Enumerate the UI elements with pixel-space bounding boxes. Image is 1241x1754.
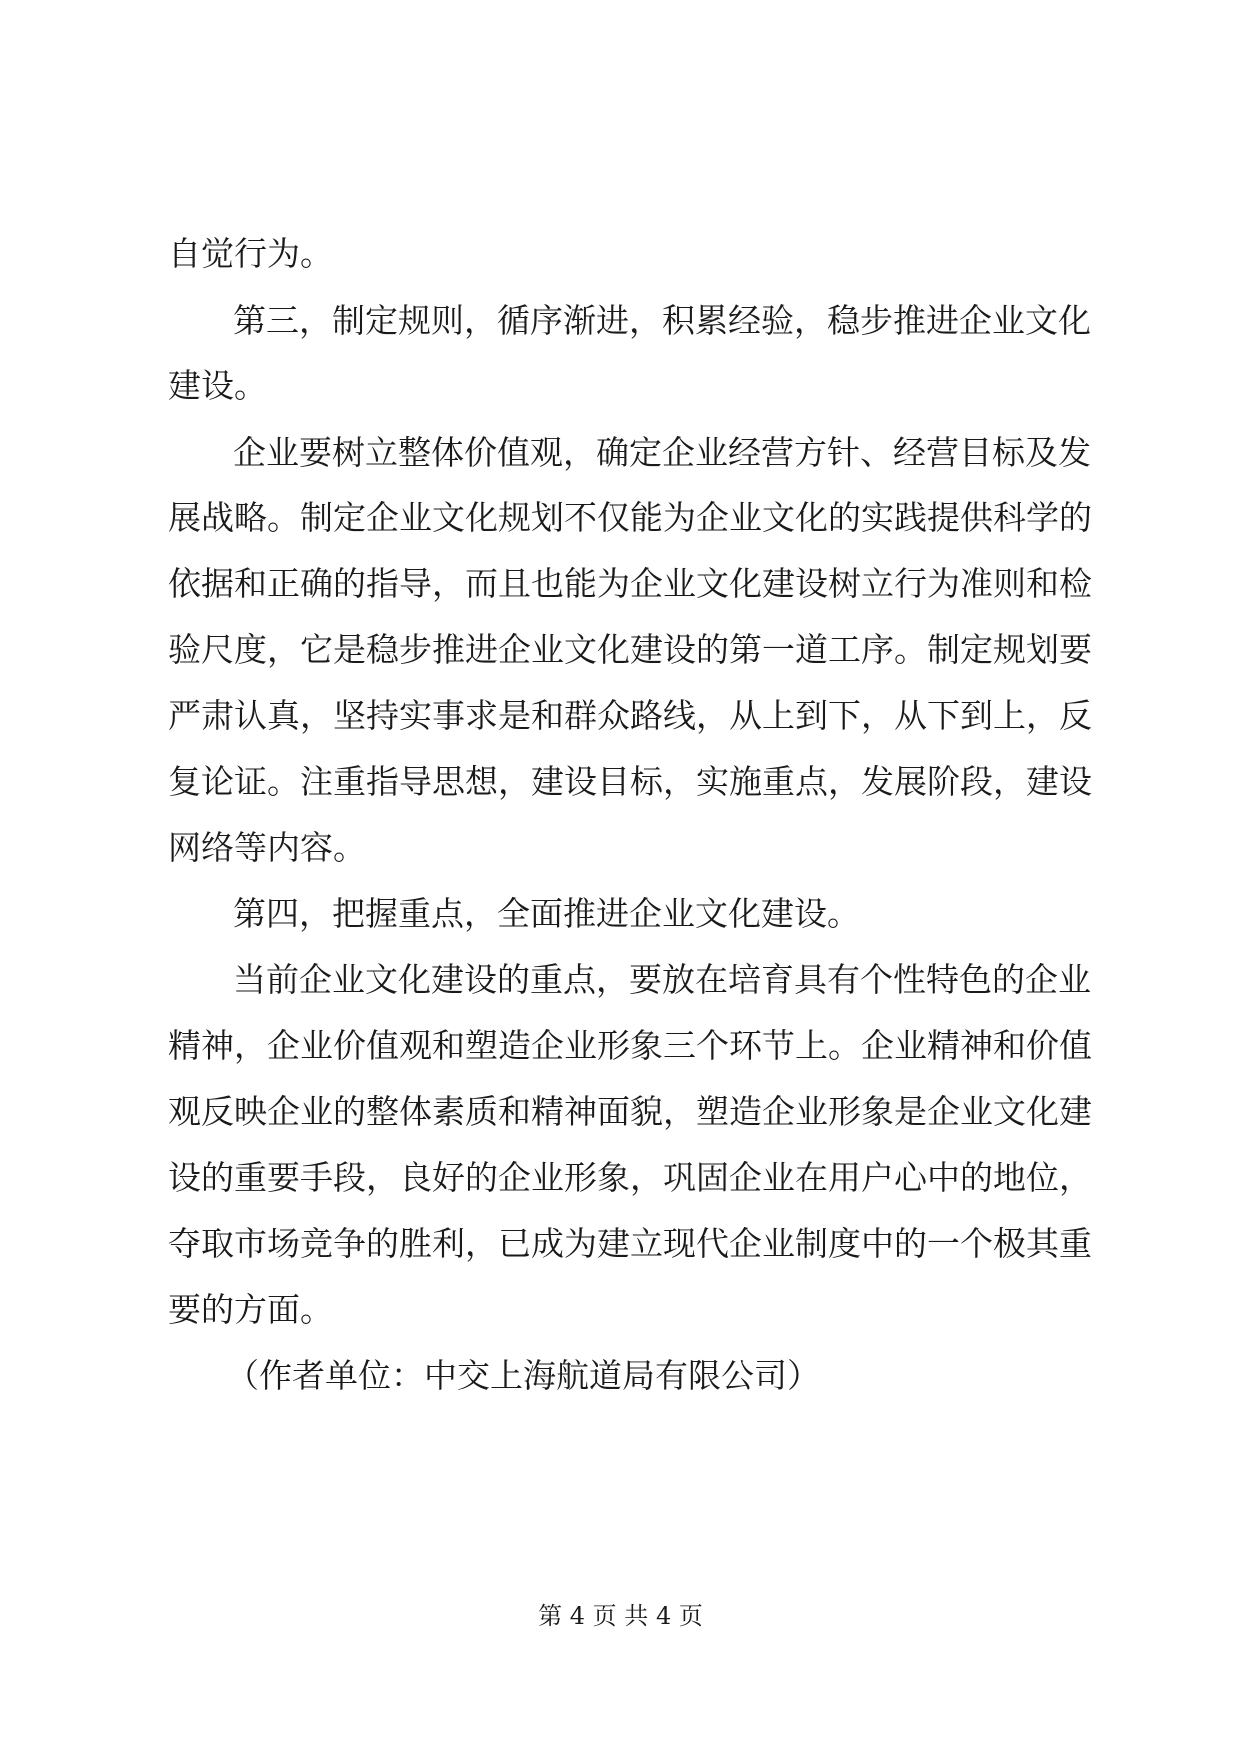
text-line-17: 要的方面。 [168, 1290, 333, 1329]
author-affiliation: （作者单位：中交上海航道局有限公司） [226, 1356, 820, 1395]
text-line-14: 观反映企业的整体素质和精神面貌，塑造企业形象是企业文化建 [168, 1092, 1092, 1131]
text-line-6: 依据和正确的指导，而且也能为企业文化建设树立行为准则和检 [168, 564, 1092, 603]
text-line-5: 展战略。制定企业文化规划不仅能为企业文化的实践提供科学的 [168, 498, 1092, 537]
text-line-10: 网络等内容。 [168, 828, 366, 867]
text-line-8: 严肃认真，坚持实事求是和群众路线，从上到下，从下到上，反 [168, 696, 1092, 735]
text-line-7: 验尺度，它是稳步推进企业文化建设的第一道工序。制定规划要 [168, 630, 1092, 669]
text-line-1: 自觉行为。 [168, 234, 333, 273]
text-line-3: 建设。 [168, 366, 267, 405]
text-line-2: 第三，制定规则，循序渐进，积累经验，稳步推进企业文化 [233, 301, 1091, 340]
page-number-footer: 第 4 页 共 4 页 [538, 1602, 703, 1630]
text-line-9: 复论证。注重指导思想，建设目标，实施重点，发展阶段，建设 [168, 762, 1092, 801]
text-line-16: 夺取市场竞争的胜利，已成为建立现代企业制度中的一个极其重 [168, 1224, 1092, 1263]
text-line-13: 精神，企业价值观和塑造企业形象三个环节上。企业精神和价值 [168, 1026, 1092, 1065]
text-line-12: 当前企业文化建设的重点，要放在培育具有个性特色的企业 [233, 960, 1091, 999]
text-line-15: 设的重要手段，良好的企业形象，巩固企业在用户心中的地位， [168, 1158, 1092, 1197]
text-line-11: 第四，把握重点，全面推进企业文化建设。 [233, 894, 860, 933]
text-line-4: 企业要树立整体价值观，确定企业经营方针、经营目标及发 [233, 433, 1091, 472]
